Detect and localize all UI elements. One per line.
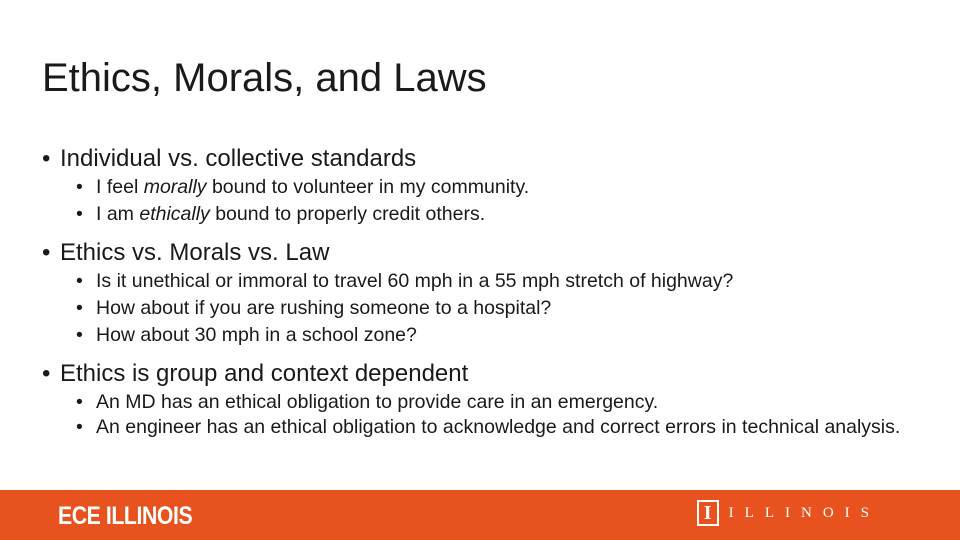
bullet-text: Ethics vs. Morals vs. Law xyxy=(60,239,330,266)
bullet-dot: • xyxy=(76,324,83,346)
bullet-text: An engineer has an ethical obligation to acknowledge and correct errors in technical analysis. xyxy=(96,416,901,438)
sub-bullet xyxy=(40,389,920,416)
bullet-text: How about if you are rushing someone to a hospital? xyxy=(96,297,552,319)
bullet-dot: • xyxy=(76,391,83,413)
emphasis-text: ethically xyxy=(139,203,210,225)
text-part: I am xyxy=(96,203,140,225)
bullet-dot: • xyxy=(76,297,83,319)
sub-bullet xyxy=(40,174,920,201)
footer-bar xyxy=(0,490,960,540)
sub-bullet xyxy=(40,295,920,322)
bullet-dot: • xyxy=(76,203,83,225)
bullet-dot: • xyxy=(42,239,51,266)
text-part: I feel xyxy=(96,176,144,198)
illinois-wordmark: ILLINOIS xyxy=(728,504,880,521)
bullet-dot: • xyxy=(76,270,83,292)
emphasis-text: morally xyxy=(143,176,207,198)
bullet-text: Ethics is group and context dependent xyxy=(60,360,469,387)
sub-bullet xyxy=(40,416,920,439)
block-i-icon: I xyxy=(697,500,719,526)
bullet-dot: • xyxy=(76,416,83,438)
bullet-dot: • xyxy=(76,176,83,198)
bullet-text: How about 30 mph in a school zone? xyxy=(96,324,417,346)
bullet-text: Individual vs. collective standards xyxy=(60,145,417,172)
sub-bullet xyxy=(40,201,920,228)
slide-body xyxy=(40,144,920,439)
text-part: bound to volunteer in my community. xyxy=(206,176,530,198)
illinois-logo xyxy=(697,498,880,528)
bullet-text: Is it unethical or immoral to travel 60 mph in a 55 mph stretch of highway? xyxy=(96,270,734,292)
sub-bullet xyxy=(40,322,920,349)
slide-title: Ethics, Morals, and Laws xyxy=(42,56,487,100)
bullet-dot: • xyxy=(42,360,51,387)
ece-illinois-logo: ECE ILLINOIS xyxy=(58,502,193,530)
text-part: bound to properly credit others. xyxy=(209,203,486,225)
bullet-individual-vs-collective xyxy=(40,144,920,174)
sub-bullet xyxy=(40,268,920,295)
bullet-text: An MD has an ethical obligation to provide care in an emergency. xyxy=(96,391,659,413)
bullet-group-context xyxy=(40,359,920,389)
bullet-dot: • xyxy=(42,145,51,172)
bullet-ethics-morals-law xyxy=(40,238,920,268)
